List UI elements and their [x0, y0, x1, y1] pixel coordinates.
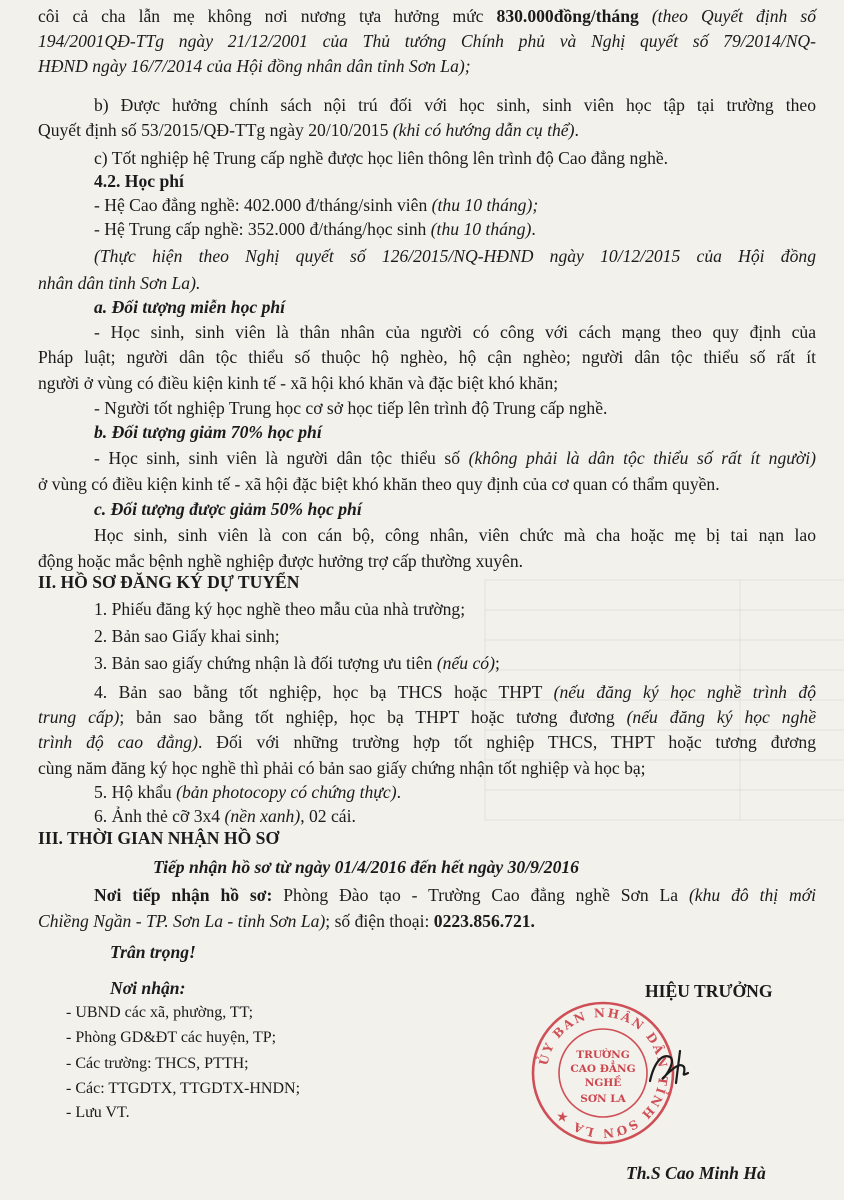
text-line-4: b) Được hưởng chính sách nội trú đối với học sinh, sinh viên học tập tại trường theo — [94, 95, 816, 115]
text-line-10: (Thực hiện theo Nghị quyết số 126/2015/NQ-HĐND ngày 10/12/2015 của Hội đồng — [94, 246, 816, 266]
text-line-15: người ở vùng có điều kiện kinh tế - xã hội khó khăn và đặc biệt khó khăn; — [38, 373, 559, 393]
subheading-b: b. Đối tượng giảm 70% học phí — [94, 422, 322, 442]
text-line-8: - Hệ Cao đẳng nghề: 402.000 đ/tháng/sinh viên (thu 10 tháng); — [94, 195, 539, 215]
reception-dates: Tiếp nhận hồ sơ từ ngày 01/4/2016 đến hết ngày 30/9/2016 — [153, 857, 579, 877]
recipient-item: - Các: TTGDTX, TTGDTX-HNDN; — [66, 1080, 301, 1097]
text-line-2: 194/2001QĐ-TTg ngày 21/12/2001 của Thủ tướng Chính phủ và Nghị quyết số 79/2014/NQ- — [38, 31, 816, 51]
recipient-item: - UBND các xã, phường, TT; — [66, 1004, 254, 1021]
recipients-title: Nơi nhận: — [110, 978, 186, 998]
svg-text:ỦY BAN NHÂN DÂN TỈNH SƠN LA ★: ỦY BAN NHÂN DÂN TỈNH SƠN LA ★ — [536, 1005, 671, 1141]
recipient-item: - Phòng GD&ĐT các huyện, TP; — [66, 1029, 277, 1046]
text-line-24: 1. Phiếu đăng ký học nghề theo mẫu của nhà trường; — [94, 599, 466, 619]
text-line-36: Chiềng Ngần - TP. Sơn La - tỉnh Sơn La); số điện thoại: 0223.856.721. — [38, 911, 535, 931]
text-line-5: Quyết định số 53/2015/QĐ-TTg ngày 20/10/2015 (khi có hướng dẫn cụ thể). — [38, 120, 579, 140]
recipient-item: - Các trường: THCS, PTTH; — [66, 1055, 249, 1072]
text-line-18: - Học sinh, sinh viên là người dân tộc thiểu số (không phải là dân tộc thiểu số rất ít người) — [94, 448, 816, 468]
text-line-19: ở vùng có điều kiện kinh tế - xã hội đặc biệt khó khăn theo quy định của cơ quan có thẩm quyền. — [38, 474, 720, 494]
text-line-31: 5. Hộ khẩu (bản photocopy có chứng thực). — [94, 782, 401, 802]
text-line-13: - Học sinh, sinh viên là thân nhân của người có công với cách mạng theo quy định của — [94, 322, 816, 342]
text-line-32: 6. Ảnh thẻ cỡ 3x4 (nền xanh), 02 cái. — [94, 806, 356, 826]
text-line-25: 2. Bản sao Giấy khai sinh; — [94, 626, 280, 646]
svg-text:NGHỀ: NGHỀ — [584, 1077, 622, 1089]
signatory-title: HIỆU TRƯỞNG — [645, 981, 773, 1001]
signatory-name: Th.S Cao Minh Hà — [626, 1163, 766, 1183]
text-line-29: trình độ cao đẳng). Đối với những trường hợp tốt nghiệp THCS, THPT hoặc tương đương — [38, 732, 816, 752]
text-line-9: - Hệ Trung cấp nghề: 352.000 đ/tháng/học sinh (thu 10 tháng). — [94, 219, 536, 239]
section-heading-ii: II. HỒ SƠ ĐĂNG KÝ DỰ TUYỂN — [38, 572, 300, 592]
text-line-30: cùng năm đăng ký học nghề thì phải có bản sao giấy chứng nhận tốt nghiệp và học bạ; — [38, 758, 646, 778]
text-line-11: nhân dân tỉnh Sơn La). — [38, 273, 201, 293]
text-line-16: - Người tốt nghiệp Trung học cơ sở học tiếp lên trình độ Trung cấp nghề. — [94, 398, 608, 418]
recipient-item: - Lưu VT. — [66, 1104, 130, 1121]
closing-greeting: Trân trọng! — [110, 942, 196, 962]
handwritten-signature-icon — [640, 1043, 700, 1093]
text-line-1: côi cả cha lẫn mẹ không nơi nương tựa hưởng mức 830.000đồng/tháng (theo Quyết định số — [38, 6, 816, 26]
text-line-3: HĐND ngày 16/7/2014 của Hội đồng nhân dân tỉnh Sơn La); — [38, 56, 471, 76]
svg-text:TRƯỜNG: TRƯỜNG — [576, 1049, 630, 1061]
svg-text:SƠN LA: SƠN LA — [580, 1093, 626, 1105]
text-line-26: 3. Bản sao giấy chứng nhận là đối tượng ưu tiên (nếu có); — [94, 653, 500, 673]
text-line-35: Nơi tiếp nhận hồ sơ: Phòng Đào tạo - Trường Cao đẳng nghề Sơn La (khu đô thị mới — [94, 885, 816, 905]
text-line-22: động hoặc mắc bệnh nghề nghiệp được hưởng trợ cấp thường xuyên. — [38, 551, 524, 571]
text-line-21: Học sinh, sinh viên là con cán bộ, công nhân, viên chức mà cha hoặc mẹ bị tai nạn lao — [94, 525, 816, 545]
text-line-27: 4. Bản sao bằng tốt nghiệp, học bạ THCS hoặc THPT (nếu đăng ký học nghề trình độ — [94, 682, 816, 702]
subheading-c: c. Đối tượng được giảm 50% học phí — [94, 499, 362, 519]
section-heading-4-2: 4.2. Học phí — [94, 171, 184, 191]
text-line-28: trung cấp); bản sao bằng tốt nghiệp, học bạ THPT hoặc tương đương (nếu đăng ký học nghề — [38, 707, 816, 727]
section-heading-iii: III. THỜI GIAN NHẬN HỒ SƠ — [38, 828, 280, 848]
svg-text:CAO ĐẲNG: CAO ĐẲNG — [570, 1063, 636, 1075]
subheading-a: a. Đối tượng miễn học phí — [94, 297, 286, 317]
text-line-14: Pháp luật; người dân tộc thiểu số thuộc hộ nghèo, hộ cận nghèo; người dân tộc thiểu số rất ít — [38, 347, 816, 367]
text-line-6: c) Tốt nghiệp hệ Trung cấp nghề được học liên thông lên trình độ Cao đẳng nghề. — [94, 148, 669, 168]
